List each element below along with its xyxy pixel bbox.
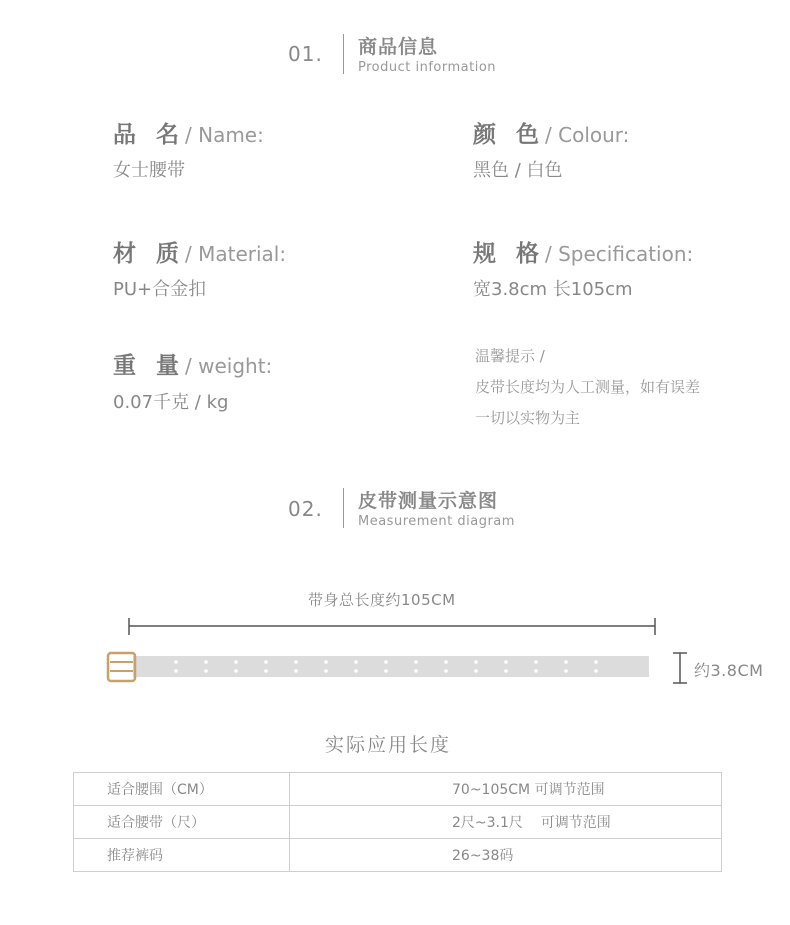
section-title: 皮带测量示意图	[358, 490, 499, 512]
table-cell-label: 适合腰围（CM）	[74, 773, 290, 806]
table-cell-label: 适合腰带（尺）	[74, 806, 290, 839]
belt-hole	[354, 660, 358, 664]
belt-hole	[324, 669, 328, 673]
usage-title: 实际应用长度	[325, 734, 452, 756]
belt-hole	[564, 660, 568, 664]
belt-hole	[264, 660, 268, 664]
colour-value: 黑色 / 白色	[473, 160, 563, 181]
belt-hole	[564, 669, 568, 673]
colour-label	[473, 116, 629, 149]
note-title: 温馨提示 /	[475, 347, 545, 365]
belt-hole	[324, 660, 328, 664]
section-number: 02.	[288, 497, 323, 521]
name-label-cn: 品 名	[113, 122, 186, 148]
usage-table	[73, 772, 722, 872]
spec-label	[473, 235, 693, 268]
section-subtitle: Product information	[358, 60, 497, 75]
name-label-en: / Name:	[185, 123, 264, 147]
belt-hole	[384, 669, 388, 673]
section-subtitle: Measurement diagram	[358, 514, 515, 529]
table-cell-value: 70~105CM 可调节范围	[290, 773, 722, 806]
spec-value: 宽3.8cm 长105cm	[473, 279, 633, 300]
note-line-1: 皮带长度均为人工测量，如有误差	[475, 378, 701, 396]
spec-label-en: / Specification:	[545, 242, 694, 266]
name-value: 女士腰带	[113, 160, 185, 181]
belt-hole	[594, 669, 598, 673]
table-row	[74, 839, 722, 872]
belt-hole	[444, 669, 448, 673]
belt-hole	[414, 660, 418, 664]
belt-hole	[174, 660, 178, 664]
material-label	[113, 235, 286, 268]
section-number: 01.	[288, 42, 323, 66]
belt-buckle-icon	[108, 653, 135, 681]
belt-hole	[264, 669, 268, 673]
colour-label-en: / Colour:	[545, 123, 630, 147]
table-row	[74, 806, 722, 839]
belt-diagram	[0, 610, 790, 690]
belt-hole	[534, 669, 538, 673]
section-divider	[343, 34, 344, 74]
length-dimension-line	[129, 618, 655, 635]
table-cell-value: 2尺~3.1尺 可调节范围	[290, 806, 722, 839]
belt-hole	[534, 660, 538, 664]
spec-label-cn: 规 格	[473, 241, 546, 267]
belt-strap	[133, 656, 649, 677]
weight-value: 0.07千克 / kg	[113, 392, 229, 413]
material-label-cn: 材 质	[113, 241, 186, 267]
belt-hole	[204, 660, 208, 664]
note-line-2: 一切以实物为主	[475, 409, 581, 427]
name-label	[113, 116, 264, 149]
table-cell-value: 26~38码	[290, 839, 722, 872]
weight-label-cn: 重 量	[113, 353, 186, 379]
material-label-en: / Material:	[185, 242, 287, 266]
table-row	[74, 773, 722, 806]
belt-length-label: 带身总长度约105CM	[308, 591, 456, 609]
width-dimension-icon	[673, 653, 687, 683]
belt-hole	[474, 669, 478, 673]
material-value: PU+合金扣	[113, 279, 207, 300]
belt-hole	[294, 660, 298, 664]
belt-hole	[234, 660, 238, 664]
belt-hole	[204, 669, 208, 673]
table-cell-label: 推荐裤码	[74, 839, 290, 872]
belt-hole	[414, 669, 418, 673]
belt-hole	[504, 669, 508, 673]
weight-label-en: / weight:	[185, 354, 273, 378]
colour-label-cn: 颜 色	[473, 122, 546, 148]
belt-hole	[354, 669, 358, 673]
belt-hole	[504, 660, 508, 664]
weight-label	[113, 347, 272, 380]
belt-hole	[384, 660, 388, 664]
belt-hole	[294, 669, 298, 673]
belt-hole	[444, 660, 448, 664]
belt-width-label: 约3.8CM	[694, 661, 764, 680]
belt-hole	[474, 660, 478, 664]
belt-hole	[234, 669, 238, 673]
belt-hole	[594, 660, 598, 664]
section-title: 商品信息	[358, 36, 439, 58]
section-divider	[343, 488, 344, 528]
belt-hole	[174, 669, 178, 673]
